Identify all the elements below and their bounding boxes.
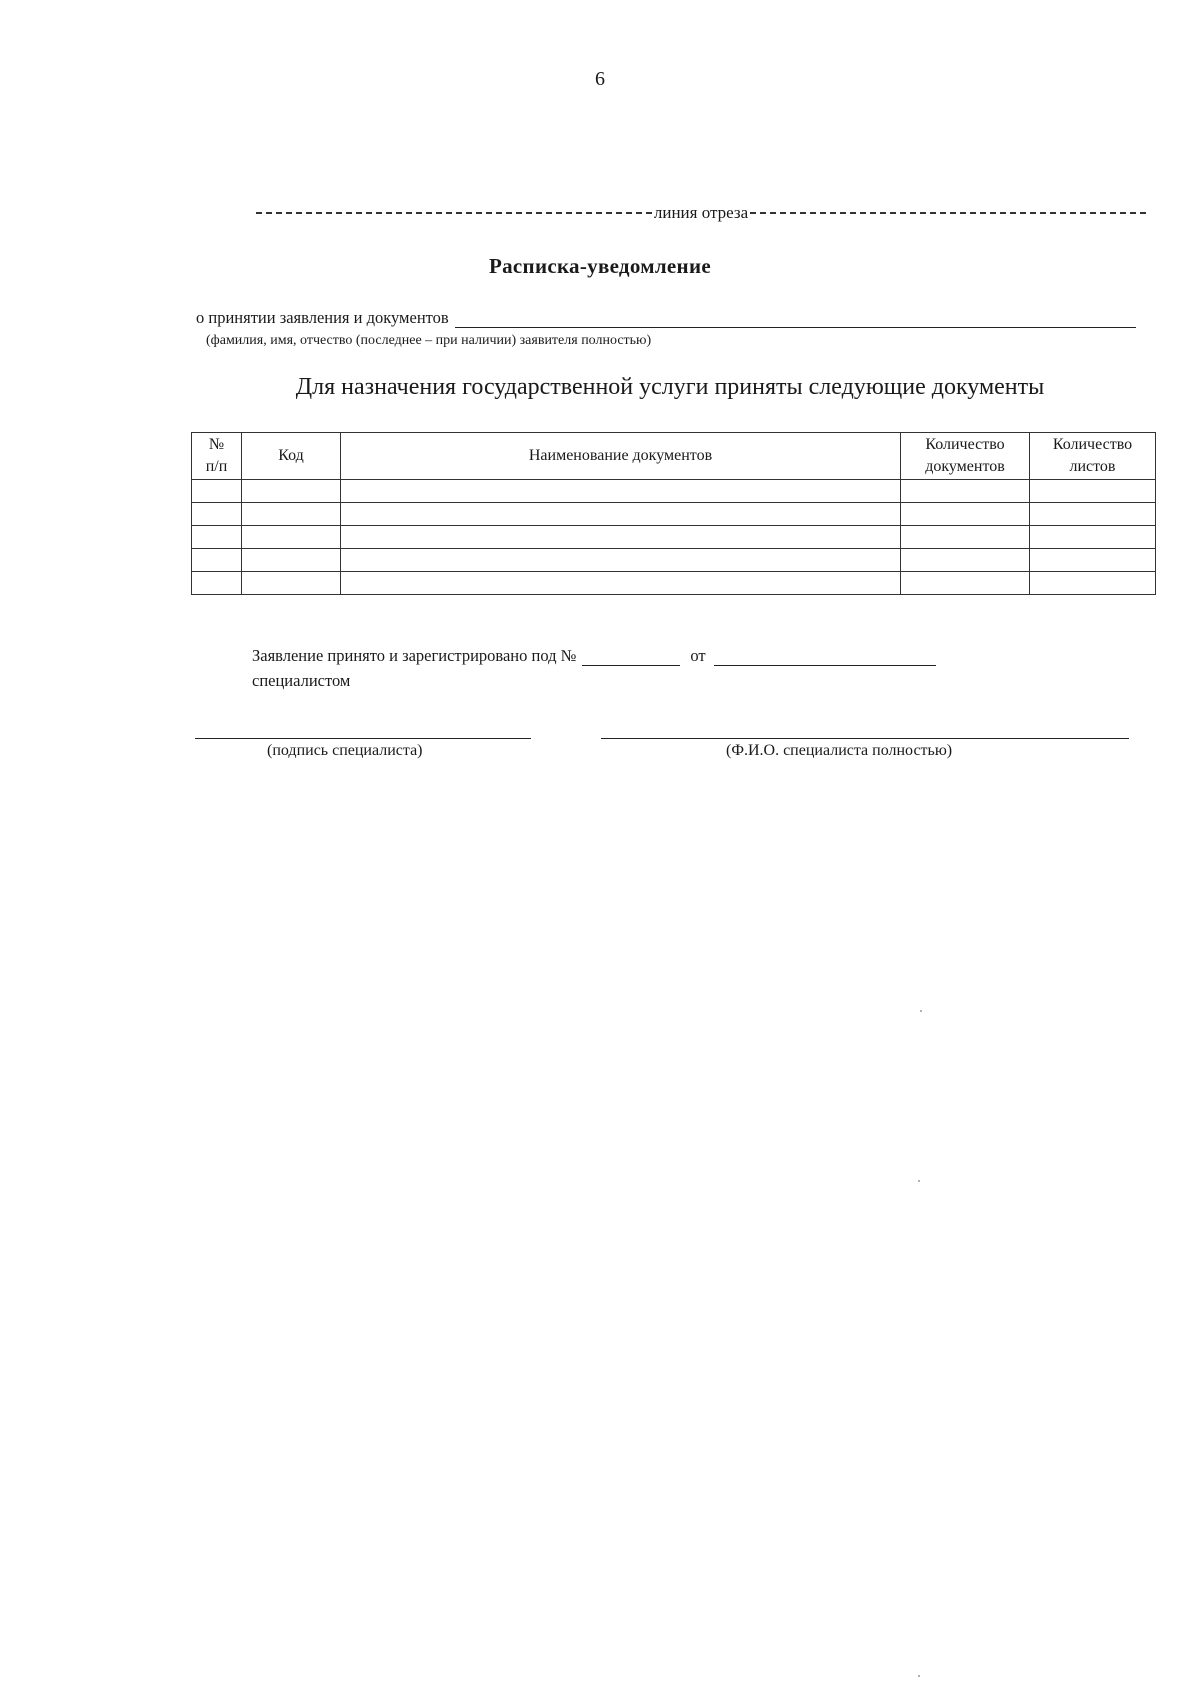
table-cell[interactable]: [901, 549, 1030, 572]
scan-speck: [918, 1180, 920, 1182]
table-cell[interactable]: [341, 572, 901, 595]
table-cell[interactable]: [1030, 549, 1156, 572]
scan-speck: [920, 1010, 922, 1012]
applicant-name-caption: (фамилия, имя, отчество (последнее – при наличии) заявителя полностью): [206, 333, 652, 348]
scan-speck: [918, 1675, 920, 1677]
table-cell[interactable]: [192, 572, 242, 595]
table-header-row: [192, 433, 1156, 480]
table-row: [192, 572, 1156, 595]
applicant-name-field[interactable]: [455, 311, 1136, 328]
table-cell[interactable]: [901, 572, 1030, 595]
documents-statement: Для назначения государственной услуги приняты следующие документы: [295, 374, 1045, 400]
specialist-name-caption: (Ф.И.О. специалиста полностью): [726, 742, 953, 759]
table-cell[interactable]: [192, 480, 242, 503]
table-cell[interactable]: [1030, 503, 1156, 526]
header-code: Код: [242, 433, 341, 480]
table-cell[interactable]: [242, 480, 341, 503]
table-cell[interactable]: [341, 526, 901, 549]
page-number: 6: [595, 68, 605, 90]
table-row: [192, 526, 1156, 549]
cut-line-dash-right: [750, 212, 1146, 214]
table-cell[interactable]: [1030, 480, 1156, 503]
table-cell[interactable]: [242, 503, 341, 526]
registration-number-field[interactable]: [582, 649, 680, 666]
header-number: № п/п: [192, 433, 242, 480]
table-cell[interactable]: [1030, 572, 1156, 595]
table-row: [192, 480, 1156, 503]
cut-line-dash-left: [256, 212, 652, 214]
signature-field[interactable]: [195, 738, 531, 739]
table-cell[interactable]: [901, 526, 1030, 549]
table-cell[interactable]: [341, 503, 901, 526]
document-title: Расписка-уведомление: [489, 254, 711, 278]
table-cell[interactable]: [901, 503, 1030, 526]
table-cell[interactable]: [341, 549, 901, 572]
table-row: [192, 549, 1156, 572]
table-cell[interactable]: [242, 526, 341, 549]
table-cell[interactable]: [192, 526, 242, 549]
header-document-count: Количество документов: [901, 433, 1030, 480]
signature-caption: (подпись специалиста): [267, 742, 423, 759]
cut-line-label: линия отреза: [653, 203, 749, 222]
table-row: [192, 503, 1156, 526]
cut-line: [256, 201, 1146, 225]
documents-table: [191, 432, 1156, 595]
registration-line: [252, 646, 936, 666]
registration-label: Заявление принято и зарегистрировано под №: [252, 646, 577, 665]
specialist-label: специалистом: [252, 671, 351, 690]
specialist-name-field[interactable]: [601, 738, 1129, 739]
table-cell[interactable]: [1030, 526, 1156, 549]
table-cell[interactable]: [341, 480, 901, 503]
table-cell[interactable]: [192, 503, 242, 526]
receipt-line: [196, 308, 1136, 328]
receipt-label: о принятии заявления и документов: [196, 308, 449, 327]
registration-date-field[interactable]: [714, 649, 936, 666]
header-document-name: Наименование документов: [341, 433, 901, 480]
header-sheet-count: Количество листов: [1030, 433, 1156, 480]
table-cell[interactable]: [192, 549, 242, 572]
table-cell[interactable]: [242, 549, 341, 572]
table-cell[interactable]: [901, 480, 1030, 503]
registration-from-label: от: [690, 646, 706, 665]
table-cell[interactable]: [242, 572, 341, 595]
